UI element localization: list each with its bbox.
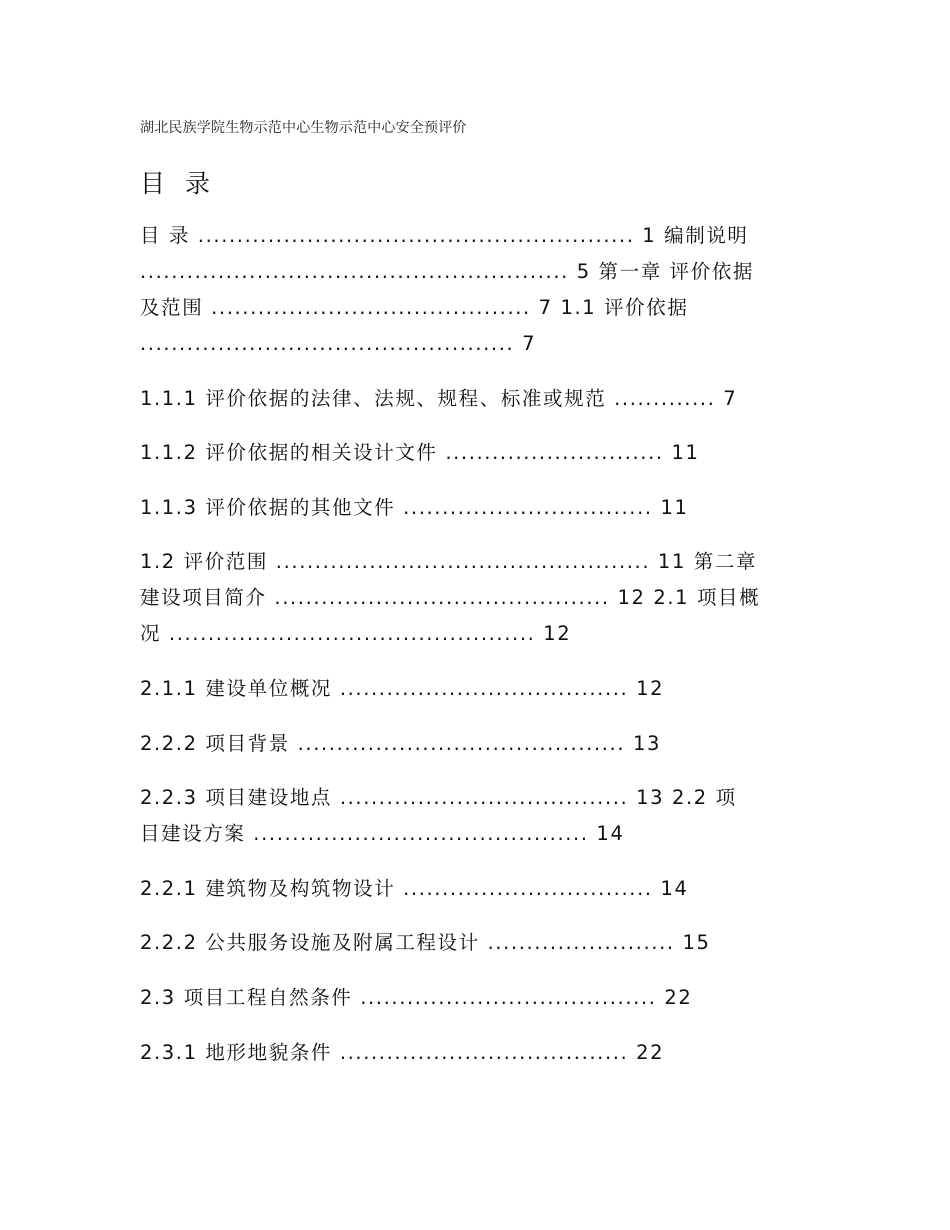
- toc-entry-line: 及范围 ......................................... 7 1.1 评价依据: [140, 296, 689, 319]
- toc-entry: [140, 871, 820, 907]
- toc-entry-line: 2.3.1 地形地貌条件 ..................................... 22: [140, 1040, 665, 1064]
- toc-entry-line: 1.2 评价范围 ................................................ 11 第二章: [140, 550, 758, 574]
- toc-entry-line: 况 ............................................... 12: [140, 622, 572, 646]
- toc-entry: [140, 435, 820, 471]
- toc-entry-line: 2.3 项目工程自然条件 ...................................... 22: [140, 985, 693, 1009]
- toc-entry-line: 建设项目简介 ........................................... 12 2.1 项目概: [140, 586, 761, 610]
- toc-entry-line: 1.1.2 评价依据的相关设计文件 ............................ 11: [140, 441, 700, 465]
- toc-entry: [140, 1035, 820, 1071]
- running-header: 湖北民族学院生物示范中心生物示范中心安全预评价: [140, 120, 467, 136]
- toc-entry: [140, 980, 820, 1016]
- toc-entry: [140, 671, 820, 707]
- toc-entry-line: 2.1.1 建设单位概况 ..................................... 12: [140, 676, 665, 700]
- toc-entry-line: ....................................................... 5 第一章 评价依据: [140, 260, 755, 283]
- toc-entry-line: 目 录 ........................................................ 1 编制说明: [140, 224, 749, 247]
- toc-entry: [140, 726, 820, 762]
- toc-entry: [140, 544, 820, 652]
- toc-entry: [140, 490, 820, 526]
- toc-entry: [140, 381, 820, 417]
- toc-entry: [140, 218, 820, 362]
- toc-entry-line: 1.1.1 评价依据的法律、法规、规程、标准或规范 ............. 7: [140, 386, 738, 410]
- toc-entry-line: 目建设方案 ........................................... 14: [140, 822, 625, 846]
- toc-entry: [140, 925, 820, 961]
- toc-entry-line: ................................................ 7: [140, 332, 537, 355]
- toc-entry-line: 2.2.2 项目背景 .......................................... 13: [140, 731, 661, 755]
- toc-entry-line: 2.2.2 公共服务设施及附属工程设计 ........................ 15: [140, 931, 711, 955]
- toc-entry: [140, 780, 820, 852]
- toc-entry-line: 2.2.1 建筑物及构筑物设计 ................................ 14: [140, 876, 689, 900]
- toc-heading: 目 录: [140, 169, 216, 198]
- toc-entry-line: 1.1.3 评价依据的其他文件 ................................ 11: [140, 495, 689, 519]
- toc-entry-line: 2.2.3 项目建设地点 ..................................... 13 2.2 项: [140, 786, 737, 810]
- table-of-contents: [140, 218, 820, 1089]
